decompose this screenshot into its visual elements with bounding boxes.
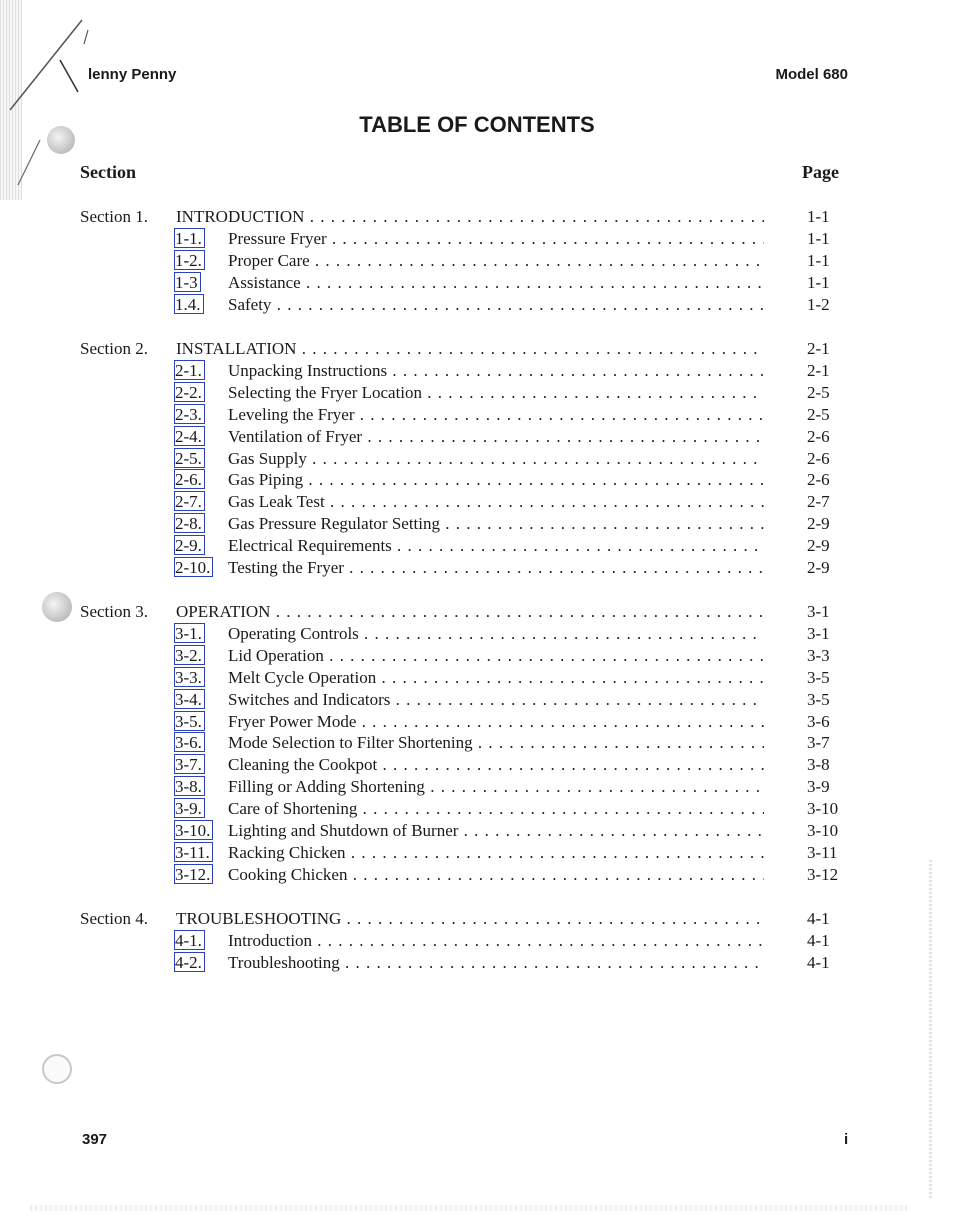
page-reference: 4-1 xyxy=(807,931,830,950)
entry-title-link[interactable]: Assistance . . . xyxy=(228,272,764,294)
company-name: lenny Penny xyxy=(88,66,177,83)
toc-entry-row[interactable] xyxy=(80,557,850,579)
entry-number-link[interactable]: 2-6. xyxy=(174,469,205,489)
entry-number-link[interactable]: 2-10. xyxy=(174,557,213,577)
entry-title-link[interactable]: Lighting and Shutdown of Burner . . . xyxy=(228,820,764,842)
page-reference: 3-11 xyxy=(807,843,838,862)
page-reference: 2-7 xyxy=(807,492,830,511)
entry-title-link[interactable]: Selecting the Fryer Location . . . xyxy=(228,382,764,404)
entry-title-link[interactable]: Fryer Power Mode . . . xyxy=(228,711,764,733)
page-reference: 4-1 xyxy=(807,909,830,928)
page-reference: 3-1 xyxy=(807,624,830,643)
toc-entry-row[interactable] xyxy=(80,689,850,711)
entry-number-link[interactable]: 3-11. xyxy=(174,842,213,862)
toc-entry-row[interactable] xyxy=(80,228,850,250)
page-reference: 1-1 xyxy=(807,273,830,292)
section-title-link[interactable]: INSTALLATION . . . xyxy=(176,338,764,360)
toc-entry-row[interactable] xyxy=(80,426,850,448)
entry-title-link[interactable]: Racking Chicken . . . xyxy=(228,842,764,864)
entry-number-link[interactable]: 2-2. xyxy=(174,382,205,402)
section-heading-row[interactable] xyxy=(80,601,850,623)
entry-title-link[interactable]: Melt Cycle Operation . . . xyxy=(228,667,764,689)
entry-number-link[interactable]: 3-10. xyxy=(174,820,213,840)
section-heading-row[interactable] xyxy=(80,338,850,360)
page-reference: 3-9 xyxy=(807,777,830,796)
entry-title-link[interactable]: Testing the Fryer . . . xyxy=(228,557,764,579)
page-reference: 2-5 xyxy=(807,383,830,402)
toc-entry-row[interactable] xyxy=(80,776,850,798)
page-reference: 4-1 xyxy=(807,953,830,972)
section-title-link[interactable]: OPERATION . . . xyxy=(176,601,764,623)
entry-number-link[interactable]: 2-4. xyxy=(174,426,205,446)
page-reference: 2-9 xyxy=(807,536,830,555)
entry-number-link[interactable]: 3-4. xyxy=(174,689,205,709)
section-label: Section 4. xyxy=(80,909,148,928)
entry-title-link[interactable]: Switches and Indicators . . . xyxy=(228,689,764,711)
toc-entry-row[interactable] xyxy=(80,404,850,426)
section-title-link[interactable]: INTRODUCTION . . . xyxy=(176,206,764,228)
toc-entry-row[interactable] xyxy=(80,711,850,733)
section-label: Section 2. xyxy=(80,339,148,358)
entry-title-link[interactable]: Troubleshooting . . . xyxy=(228,952,764,974)
page-reference: 3-5 xyxy=(807,690,830,709)
entry-title-link[interactable]: Gas Supply . . . xyxy=(228,448,764,470)
model-number: Model 680 xyxy=(775,66,848,83)
entry-number-link[interactable]: 3-7. xyxy=(174,754,205,774)
entry-title-link[interactable]: Pressure Fryer . . . xyxy=(228,228,764,250)
entry-title-link[interactable]: Safety . . . xyxy=(228,294,764,316)
entry-number-link[interactable]: 2-3. xyxy=(174,404,205,424)
entry-title-link[interactable]: Ventilation of Fryer . . . xyxy=(228,426,764,448)
entry-title-link[interactable]: Leveling the Fryer . . . xyxy=(228,404,764,426)
entry-number-link[interactable]: 2-8. xyxy=(174,513,205,533)
entry-number-link[interactable]: 3-2. xyxy=(174,645,205,665)
entry-number-link[interactable]: 1.4. xyxy=(174,294,204,314)
page-number: 397 xyxy=(82,1131,108,1148)
toc-entry-row[interactable] xyxy=(80,820,850,842)
toc-entry-row[interactable] xyxy=(80,250,850,272)
toc-entry-row[interactable] xyxy=(80,491,850,513)
page-reference: 2-5 xyxy=(807,405,830,424)
page-reference: 3-5 xyxy=(807,668,830,687)
entry-title-link[interactable]: Gas Leak Test . . . xyxy=(228,491,764,513)
toc-entry-row[interactable] xyxy=(80,469,850,491)
page-reference: 2-9 xyxy=(807,558,830,577)
section-title-link[interactable]: TROUBLESHOOTING . . . xyxy=(176,908,764,930)
entry-title-link[interactable]: Cooking Chicken . . . xyxy=(228,864,764,886)
roman-page-number: i xyxy=(844,1131,849,1148)
entry-title-link[interactable]: Unpacking Instructions . . . xyxy=(228,360,764,382)
entry-number-link[interactable]: 2-5. xyxy=(174,448,205,468)
entry-title-link[interactable]: Operating Controls . . . xyxy=(228,623,764,645)
toc-entry-row[interactable] xyxy=(80,798,850,820)
page-column-header: Page xyxy=(802,162,839,182)
page-reference: 2-1 xyxy=(807,339,830,358)
section-label: Section 3. xyxy=(80,602,148,621)
toc-entry-row[interactable] xyxy=(80,360,850,382)
page-reference: 3-6 xyxy=(807,712,830,731)
toc-entry-row[interactable] xyxy=(80,930,850,952)
section-label: Section 1. xyxy=(80,207,148,226)
entry-title-link[interactable]: Gas Piping . . . xyxy=(228,469,764,491)
entry-number-link[interactable]: 3-1. xyxy=(174,623,205,643)
entry-title-link[interactable]: Lid Operation . . . xyxy=(228,645,764,667)
entry-number-link[interactable]: 3-6. xyxy=(174,732,205,752)
page-reference: 3-7 xyxy=(807,733,830,752)
entry-title-link[interactable]: Electrical Requirements . . . xyxy=(228,535,764,557)
entry-title-link[interactable]: Cleaning the Cookpot . . . xyxy=(228,754,764,776)
entry-title-link[interactable]: Gas Pressure Regulator Setting . . . xyxy=(228,513,764,535)
entry-title-link[interactable]: Introduction . . . xyxy=(228,930,764,952)
entry-number-link[interactable]: 2-9. xyxy=(174,535,205,555)
section-column-header: Section xyxy=(80,162,136,182)
page-reference: 2-1 xyxy=(807,361,830,380)
scan-right-shadow xyxy=(929,860,932,1200)
toc-entry-row[interactable] xyxy=(80,294,850,316)
page-reference: 3-12 xyxy=(807,865,839,884)
page-reference: 3-10 xyxy=(807,799,839,818)
binder-hole xyxy=(42,592,72,622)
page-reference: 3-3 xyxy=(807,646,830,665)
entry-number-link[interactable]: 2-1. xyxy=(174,360,205,380)
page-reference: 1-1 xyxy=(807,207,830,226)
toc-entry-row[interactable] xyxy=(80,448,850,470)
binder-hole xyxy=(42,1054,72,1084)
page-reference: 2-9 xyxy=(807,514,830,533)
toc-entry-row[interactable] xyxy=(80,513,850,535)
entry-number-link[interactable]: 1-2. xyxy=(174,250,205,270)
entry-number-link[interactable]: 3-3. xyxy=(174,667,205,687)
page-reference: 2-6 xyxy=(807,449,830,468)
page-reference: 3-8 xyxy=(807,755,830,774)
entry-number-link[interactable]: 2-7. xyxy=(174,491,205,511)
toc-entry-row[interactable] xyxy=(80,952,850,974)
page-reference: 1-1 xyxy=(807,251,830,270)
scan-bottom-shadow xyxy=(30,1205,910,1211)
entry-number-link[interactable]: 3-8. xyxy=(174,776,205,796)
entry-number-link[interactable]: 4-2. xyxy=(174,952,205,972)
toc-entry-row[interactable] xyxy=(80,623,850,645)
entry-number-link[interactable]: 3-12. xyxy=(174,864,213,884)
page-reference: 2-6 xyxy=(807,427,830,446)
entry-number-link[interactable]: 1-1. xyxy=(174,228,205,248)
entry-title-link[interactable]: Filling or Adding Shortening . . . xyxy=(228,776,764,798)
entry-title-link[interactable]: Care of Shortening . . . xyxy=(228,798,764,820)
toc-entry-row[interactable] xyxy=(80,382,850,404)
toc-entry-row[interactable] xyxy=(80,732,850,754)
page-reference: 1-2 xyxy=(807,295,830,314)
entry-title-link[interactable]: Mode Selection to Filter Shortening . . . xyxy=(228,732,764,754)
page-reference: 1-1 xyxy=(807,229,830,248)
entry-title-link[interactable]: Proper Care . . . xyxy=(228,250,764,272)
toc-entry-row[interactable] xyxy=(80,842,850,864)
entry-number-link[interactable]: 4-1. xyxy=(174,930,205,950)
toc-entry-row[interactable] xyxy=(80,864,850,886)
page-reference: 3-10 xyxy=(807,821,839,840)
page-title: TABLE OF CONTENTS xyxy=(359,112,595,137)
toc-entry-row[interactable] xyxy=(80,754,850,776)
entry-number-link[interactable]: 1-3 xyxy=(174,272,201,292)
entry-number-link[interactable]: 3-5. xyxy=(174,711,205,731)
toc-entry-row[interactable] xyxy=(80,535,850,557)
section-heading-row[interactable] xyxy=(80,908,850,930)
page-reference: 2-6 xyxy=(807,470,830,489)
toc-entry-row[interactable] xyxy=(80,645,850,667)
entry-number-link[interactable]: 3-9. xyxy=(174,798,205,818)
section-heading-row[interactable] xyxy=(80,206,850,228)
toc-entry-row[interactable] xyxy=(80,667,850,689)
toc-entry-row[interactable] xyxy=(80,272,850,294)
page-reference: 3-1 xyxy=(807,602,830,621)
